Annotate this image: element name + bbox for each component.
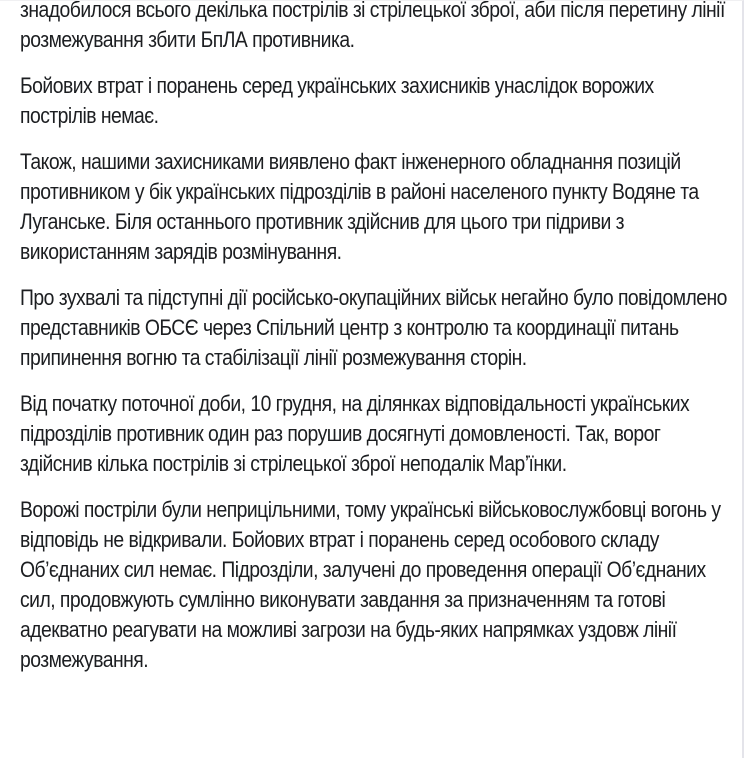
post-paragraph-3: Також, нашими захисниками виявлено факт інженерного обладнання позицій противником у бік українських підрозділів в районі населеного пункту Водяне та Луганське. Біля останнього противник здійснив для цього три підриви з використанням зарядів розмінування.: [20, 149, 699, 264]
post-paragraph-6: Ворожі постріли були неприцільними, тому українські військовослужбовці вогонь у відповідь не відкривали. Бойових втрат і поранень серед особового складу Об’єднаних сил немає. Підрозділи, залучені до проведення операції Об’єднаних сил, продовжують сумлінно виконувати завдання за призначенням та готові адекватно реагувати на можливі загрози на будь-яких напрямках уздовж лінії розмежування.: [20, 497, 721, 672]
post-paragraph-1: знадобилося всього декілька пострілів зі стрілецької зброї, аби після перетину лінії розмежування збити БпЛА противника.: [20, 0, 725, 52]
post-paragraph-5: Від початку поточної доби, 10 грудня, на ділянках відповідальності українських підрозділів противник один раз порушив досягнуті домовленості. Так, ворог здійснив кілька пострілів зі стрілецької зброї неподалік Мар’їнки.: [20, 391, 690, 476]
post-paragraph-4: Про зухвалі та підступні дії російсько-окупаційних військ негайно було повідомлено представників ОБСЄ через Спільний центр з контролю та координації питань припинення вогню та стабілізації лінії розмежування сторін.: [20, 285, 727, 370]
post-paragraph-2: Бойових втрат і поранень серед українських захисників унаслідок ворожих пострілів немає.: [20, 73, 654, 128]
post-text: [20, 0, 735, 691]
